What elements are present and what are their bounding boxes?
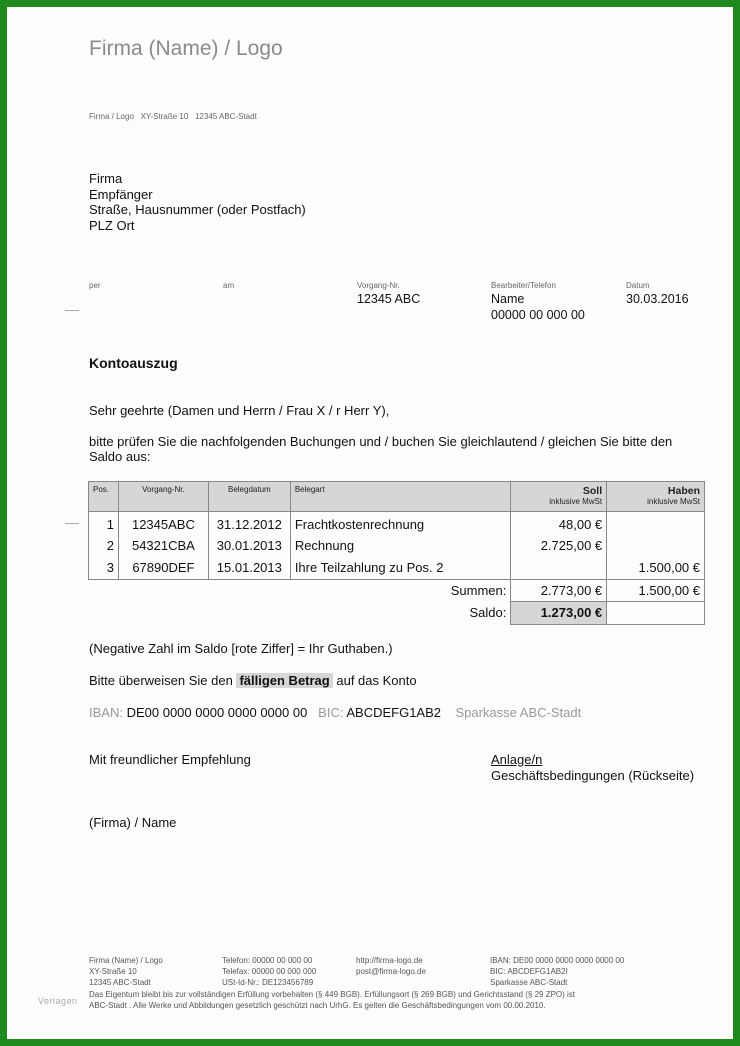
col-header-vorgang: Vorgang-Nr. — [118, 482, 208, 512]
fold-mark — [65, 523, 79, 524]
ref-label-vorgang: Vorgang-Nr. — [357, 281, 400, 290]
transactions-table — [88, 481, 705, 625]
footer-web: http://firma-logo.de post@firma-logo.de — [356, 956, 426, 976]
recipient-line: PLZ Ort — [89, 217, 135, 233]
recipient-line: Straße, Hausnummer (oder Postfach) — [89, 202, 306, 217]
ref-label-datum: Datum — [626, 281, 650, 290]
salutation: Sehr geehrte (Damen und Herrn / Frau X / r Herr Y), — [89, 403, 390, 418]
table-row: 3 67890DEF 15.01.2013 Ihre Teilzahlung zu Pos. 2 1.500,00 € — [89, 557, 705, 580]
ref-value-datum: 30.03.2016 — [626, 292, 689, 306]
ref-value-phone: 00000 00 000 00 — [491, 308, 585, 322]
signature: (Firma) / Name — [89, 815, 177, 830]
attachment-item: Geschäftsbedingungen (Rückseite) — [491, 768, 695, 783]
sum-label: Summen: — [89, 579, 511, 602]
table-row: 2 54321CBA 30.01.2013 Rechnung 2.725,00 € — [89, 534, 705, 557]
ref-value-vorgang: 12345 ABC — [357, 292, 421, 306]
footer-bank: IBAN: DE00 0000 0000 0000 0000 00 BIC: ABCDEFG1AB2I Sparkasse ABC-Stadt — [490, 956, 625, 987]
ref-label-per: per — [89, 281, 101, 290]
letter-page — [7, 7, 733, 1039]
ref-label-am: am — [223, 281, 235, 290]
sum-soll: 2.773,00 € — [511, 579, 607, 602]
watermark: Verlagen — [38, 996, 78, 1006]
recipient-line: Empfänger — [89, 186, 153, 202]
bank-details: IBAN: DE00 0000 0000 0000 0000 00 BIC: ABCDEFG1AB2 Sparkasse ABC-Stadt — [89, 705, 582, 720]
closing: Mit freundlicher Empfehlung — [89, 752, 251, 767]
footer-contact: Telefon: 00000 00 000 00 Telefax: 00000 00 000 000 USt-Id-Nr.: DE123456789 — [222, 956, 317, 987]
due-amount-highlight: fälligen Betrag — [236, 673, 332, 688]
col-header-pos: Pos. — [89, 482, 119, 512]
sender-line: Firma / Logo XY-Straße 10 12345 ABC-Stadt — [89, 112, 257, 121]
col-header-haben: Haben inklusive MwSt — [607, 482, 705, 512]
document-title: Kontoauszug — [89, 355, 178, 371]
col-header-belegart: Belegart — [290, 482, 511, 512]
ref-label-bearbeiter: Bearbeiter/Telefon — [491, 281, 556, 290]
table-row: 1 12345ABC 31.12.2012 Frachtkostenrechnung 48,00 € — [89, 512, 705, 535]
ref-value-name: Name — [491, 292, 525, 306]
saldo-label: Saldo: — [89, 602, 511, 625]
attachments-heading: Anlage/n — [491, 752, 543, 767]
fold-mark — [65, 310, 79, 311]
sum-row — [89, 579, 705, 602]
sum-haben: 1.500,00 € — [607, 579, 705, 602]
col-header-soll: Soll inklusive MwSt — [511, 482, 607, 512]
transfer-text: Bitte überweisen Sie den fälligen Betrag auf das Konto — [89, 673, 417, 688]
recipient-line: Firma — [89, 171, 123, 186]
footer-legal: Das Eigentum bleibt bis zur vollständigen Erfüllung vorbehalten (§ 449 BGB). Erfüllungsort (§ 269 BGB) und Gerichtsstand (§ 29 ZPO) ist ABC-Stadt . Alle Werke und Abbildungen gesetzlich geschützt nach UrhG. Es gelten die Geschäftsbedingungen vom 00.00.2010. — [89, 990, 576, 1010]
intro-text: bitte prüfen Sie die nachfolgenden Buchungen und / buchen Sie gleichlautend / gleichen Sie bitte den Saldo aus: — [89, 434, 673, 464]
col-header-belegdatum: Belegdatum — [208, 482, 290, 512]
saldo-value: 1.273,00 € — [511, 602, 607, 625]
recipient-address — [89, 171, 306, 233]
company-logo-text: Firma (Name) / Logo — [89, 37, 283, 60]
negative-note: (Negative Zahl im Saldo [rote Ziffer] = Ihr Guthaben.) — [89, 641, 393, 656]
saldo-row — [89, 602, 705, 625]
footer-address: Firma (Name) / Logo XY-Straße 10 12345 ABC-Stadt — [89, 956, 163, 987]
